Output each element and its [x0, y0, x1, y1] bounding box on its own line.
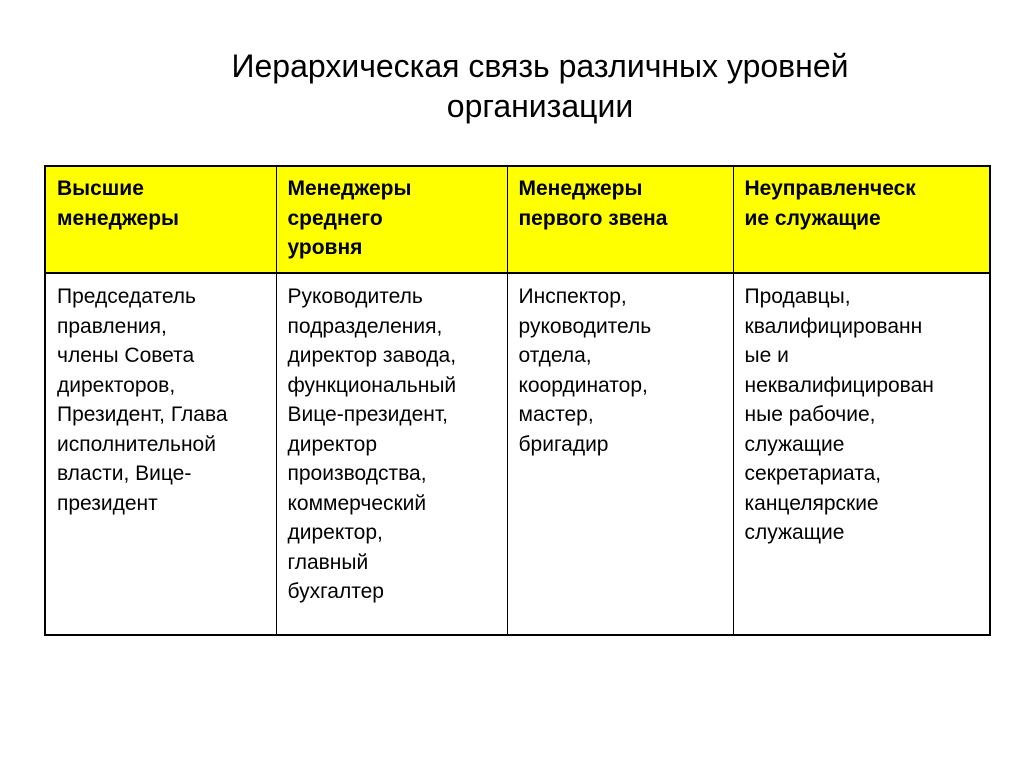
header-line: уровня [287, 236, 363, 259]
cell-line: производства, [287, 462, 427, 485]
cell-line: неквалифицирован [744, 373, 934, 397]
cell-line: квалифицированн [744, 314, 923, 338]
table-header-row [45, 166, 990, 273]
cell-non-managerial-staff [733, 273, 990, 635]
header-line: Неуправленческ [744, 177, 916, 200]
header-line: менеджеры [57, 206, 179, 230]
cell-line: правления, [57, 314, 167, 338]
cell-line: власти, Вице- [57, 462, 192, 485]
cell-line: исполнительной [57, 432, 216, 456]
cell-top-managers [45, 273, 276, 635]
cell-line: директор завода, [287, 344, 457, 367]
slide-title-line-1: Иерархическая связь различных уровней [231, 48, 849, 84]
cell-line: Инспектор, [518, 285, 627, 308]
cell-line: бригадир [518, 432, 609, 456]
header-line: Высшие [57, 177, 144, 200]
cell-line: коммерческий [287, 491, 427, 515]
header-top-managers [45, 166, 276, 273]
header-line: Менеджеры [518, 177, 643, 200]
header-line: среднего [287, 206, 383, 230]
slide-title-line-2: организации [446, 88, 634, 124]
cell-line: подразделения, [287, 314, 443, 338]
cell-line: Президент, Глава [57, 403, 228, 426]
cell-line: секретариата, [744, 462, 882, 485]
header-line: первого звена [518, 206, 668, 230]
cell-line: руководитель [518, 314, 652, 338]
cell-line: мастер, [518, 403, 594, 426]
header-non-managerial-staff [733, 166, 990, 273]
cell-line: ные рабочие, [744, 403, 876, 426]
header-line: ие служащие [744, 206, 881, 230]
cell-line: Вице-президент, [287, 403, 448, 426]
cell-line: служащие [744, 521, 845, 544]
cell-middle-managers [276, 273, 507, 635]
hierarchy-table [44, 165, 991, 636]
cell-line: функциональный [287, 373, 457, 397]
cell-line: президент [57, 491, 158, 515]
cell-line: члены Совета [57, 344, 195, 367]
cell-line: Председатель [57, 285, 196, 308]
cell-line: ые и [744, 344, 789, 367]
cell-line: координатор, [518, 373, 648, 397]
cell-line: директоров, [57, 373, 176, 397]
slide-title [190, 46, 890, 126]
header-middle-managers [276, 166, 507, 273]
table-row [45, 273, 990, 635]
cell-line: канцелярские [744, 491, 879, 515]
cell-line: бухгалтер [287, 580, 384, 603]
cell-line: Продавцы, [744, 285, 851, 308]
header-first-line-managers [507, 166, 733, 273]
header-line: Менеджеры [287, 177, 412, 200]
cell-line: директор [287, 432, 378, 456]
cell-line: директор, [287, 521, 383, 544]
cell-line: отдела, [518, 344, 592, 367]
cell-line: главный [287, 550, 369, 574]
cell-line: Руководитель [287, 285, 423, 308]
cell-line: служащие [744, 432, 845, 456]
hierarchy-table-container [44, 165, 989, 636]
cell-first-line-managers [507, 273, 733, 635]
